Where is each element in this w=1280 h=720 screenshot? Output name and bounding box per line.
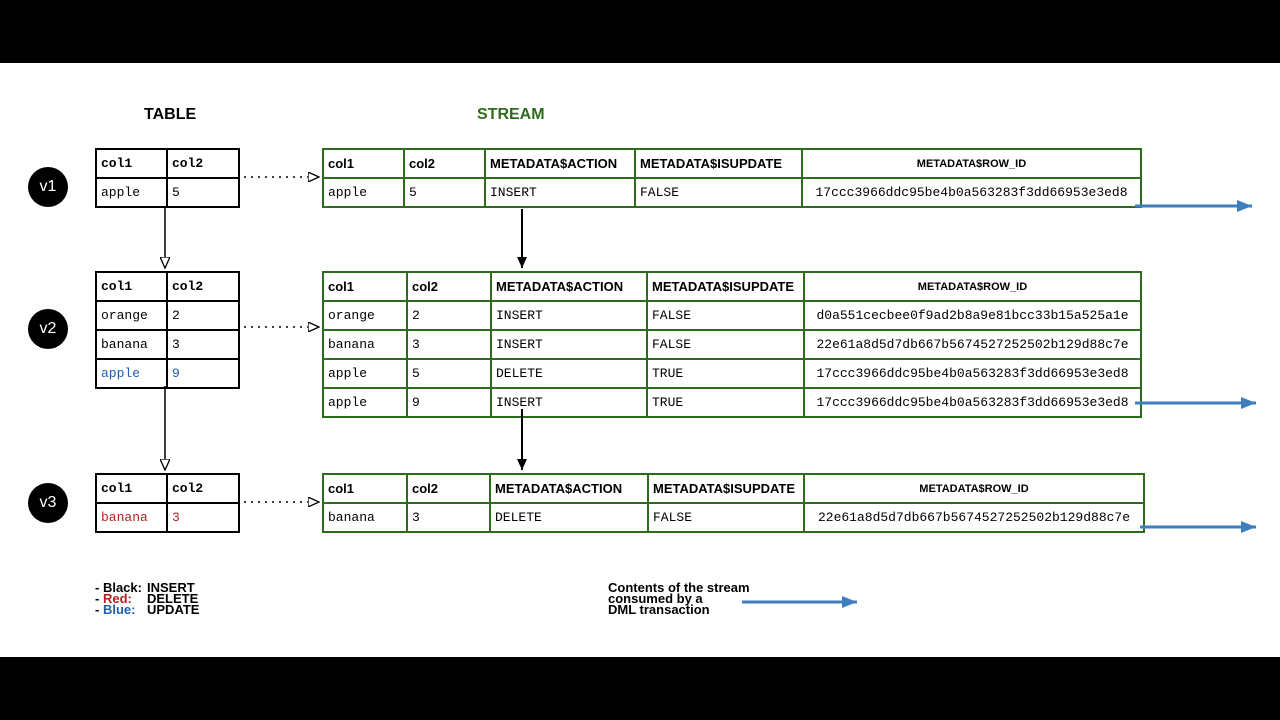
color-legend xyxy=(95,582,199,615)
cell-col1: apple xyxy=(96,359,167,388)
cell-isupdate: TRUE xyxy=(647,388,804,417)
stream-row xyxy=(323,301,1141,330)
cell-col2: 2 xyxy=(407,301,491,330)
cell-action: INSERT xyxy=(491,330,647,359)
cell-isupdate: FALSE xyxy=(647,301,804,330)
header-action: METADATA$ACTION xyxy=(485,149,635,178)
cell-col2: 5 xyxy=(407,359,491,388)
table-v2 xyxy=(95,271,240,389)
version-badge-v2: v2 xyxy=(28,309,68,349)
cell-isupdate: FALSE xyxy=(648,503,804,532)
cell-col2: 5 xyxy=(404,178,485,207)
legend-item-delete: - Red: DELETE xyxy=(95,591,199,606)
stream-header-row xyxy=(323,474,1144,503)
cell-col1: banana xyxy=(323,503,407,532)
cell-action: DELETE xyxy=(490,503,648,532)
stream-v2 xyxy=(322,271,1142,418)
cell-action: INSERT xyxy=(491,301,647,330)
cell-row-id: 22e61a8d5d7db667b5674527252502b129d88c7e xyxy=(804,330,1141,359)
header-col1: col1 xyxy=(96,474,167,503)
cell-row-id: 22e61a8d5d7db667b5674527252502b129d88c7e xyxy=(804,503,1144,532)
cell-col2: 9 xyxy=(167,359,239,388)
stream-header-row xyxy=(323,149,1141,178)
cell-action: DELETE xyxy=(491,359,647,388)
table-header-row xyxy=(96,149,239,178)
cell-col1: apple xyxy=(96,178,167,207)
cell-col2: 3 xyxy=(167,503,239,532)
table-row xyxy=(96,178,239,207)
cell-col2: 5 xyxy=(167,178,239,207)
stream-row xyxy=(323,330,1141,359)
header-isupdate: METADATA$ISUPDATE xyxy=(635,149,802,178)
header-col1: col1 xyxy=(96,272,167,301)
header-col1: col1 xyxy=(323,149,404,178)
header-isupdate: METADATA$ISUPDATE xyxy=(647,272,804,301)
header-action: METADATA$ACTION xyxy=(490,474,648,503)
cell-col1: apple xyxy=(323,359,407,388)
stream-heading: STREAM xyxy=(477,106,545,123)
cell-col1: apple xyxy=(323,178,404,207)
cell-action: INSERT xyxy=(485,178,635,207)
stream-row xyxy=(323,503,1144,532)
table-v3 xyxy=(95,473,240,533)
legend-item-update: - Blue: UPDATE xyxy=(95,602,200,617)
cell-action: INSERT xyxy=(491,388,647,417)
table-row-updated xyxy=(96,359,239,388)
header-col1: col1 xyxy=(323,272,407,301)
cell-col2: 3 xyxy=(407,330,491,359)
cell-col2: 3 xyxy=(167,330,239,359)
header-col1: col1 xyxy=(323,474,407,503)
header-action: METADATA$ACTION xyxy=(491,272,647,301)
cell-col2: 3 xyxy=(407,503,490,532)
stream-row xyxy=(323,388,1141,417)
version-badge-v1: v1 xyxy=(28,167,68,207)
cell-col1: apple xyxy=(323,388,407,417)
table-row xyxy=(96,330,239,359)
consumed-caption: Contents of the stream consumed by a DML transaction xyxy=(608,580,750,617)
cell-row-id: d0a551cecbee0f9ad2b8a9e81bcc33b15a525a1e xyxy=(804,301,1141,330)
stream-v1 xyxy=(322,148,1142,208)
header-col2: col2 xyxy=(167,474,239,503)
stream-row xyxy=(323,178,1141,207)
cell-col1: banana xyxy=(323,330,407,359)
table-header-row xyxy=(96,272,239,301)
header-col2: col2 xyxy=(407,474,490,503)
stream-header-row xyxy=(323,272,1141,301)
header-row-id: METADATA$ROW_ID xyxy=(802,149,1141,178)
cell-col1: orange xyxy=(323,301,407,330)
cell-col1: orange xyxy=(96,301,167,330)
stream-row xyxy=(323,359,1141,388)
cell-isupdate: TRUE xyxy=(647,359,804,388)
cell-row-id: 17ccc3966ddc95be4b0a563283f3dd66953e3ed8 xyxy=(802,178,1141,207)
header-col2: col2 xyxy=(167,272,239,301)
cell-row-id: 17ccc3966ddc95be4b0a563283f3dd66953e3ed8 xyxy=(804,359,1141,388)
cell-row-id: 17ccc3966ddc95be4b0a563283f3dd66953e3ed8 xyxy=(804,388,1141,417)
header-col2: col2 xyxy=(407,272,491,301)
stream-v3 xyxy=(322,473,1145,533)
legend-item-insert: - Black: INSERT xyxy=(95,580,195,595)
cell-isupdate: FALSE xyxy=(647,330,804,359)
header-row-id: METADATA$ROW_ID xyxy=(804,272,1141,301)
cell-col2: 2 xyxy=(167,301,239,330)
cell-col1: banana xyxy=(96,503,167,532)
cell-isupdate: FALSE xyxy=(635,178,802,207)
table-row-deleted xyxy=(96,503,239,532)
version-badge-v3: v3 xyxy=(28,483,68,523)
header-isupdate: METADATA$ISUPDATE xyxy=(648,474,804,503)
header-col2: col2 xyxy=(404,149,485,178)
table-heading: TABLE xyxy=(144,106,197,123)
cell-col1: banana xyxy=(96,330,167,359)
table-header-row xyxy=(96,474,239,503)
table-v1 xyxy=(95,148,240,208)
cell-col2: 9 xyxy=(407,388,491,417)
header-col2: col2 xyxy=(167,149,239,178)
header-row-id: METADATA$ROW_ID xyxy=(804,474,1144,503)
table-row xyxy=(96,301,239,330)
header-col1: col1 xyxy=(96,149,167,178)
